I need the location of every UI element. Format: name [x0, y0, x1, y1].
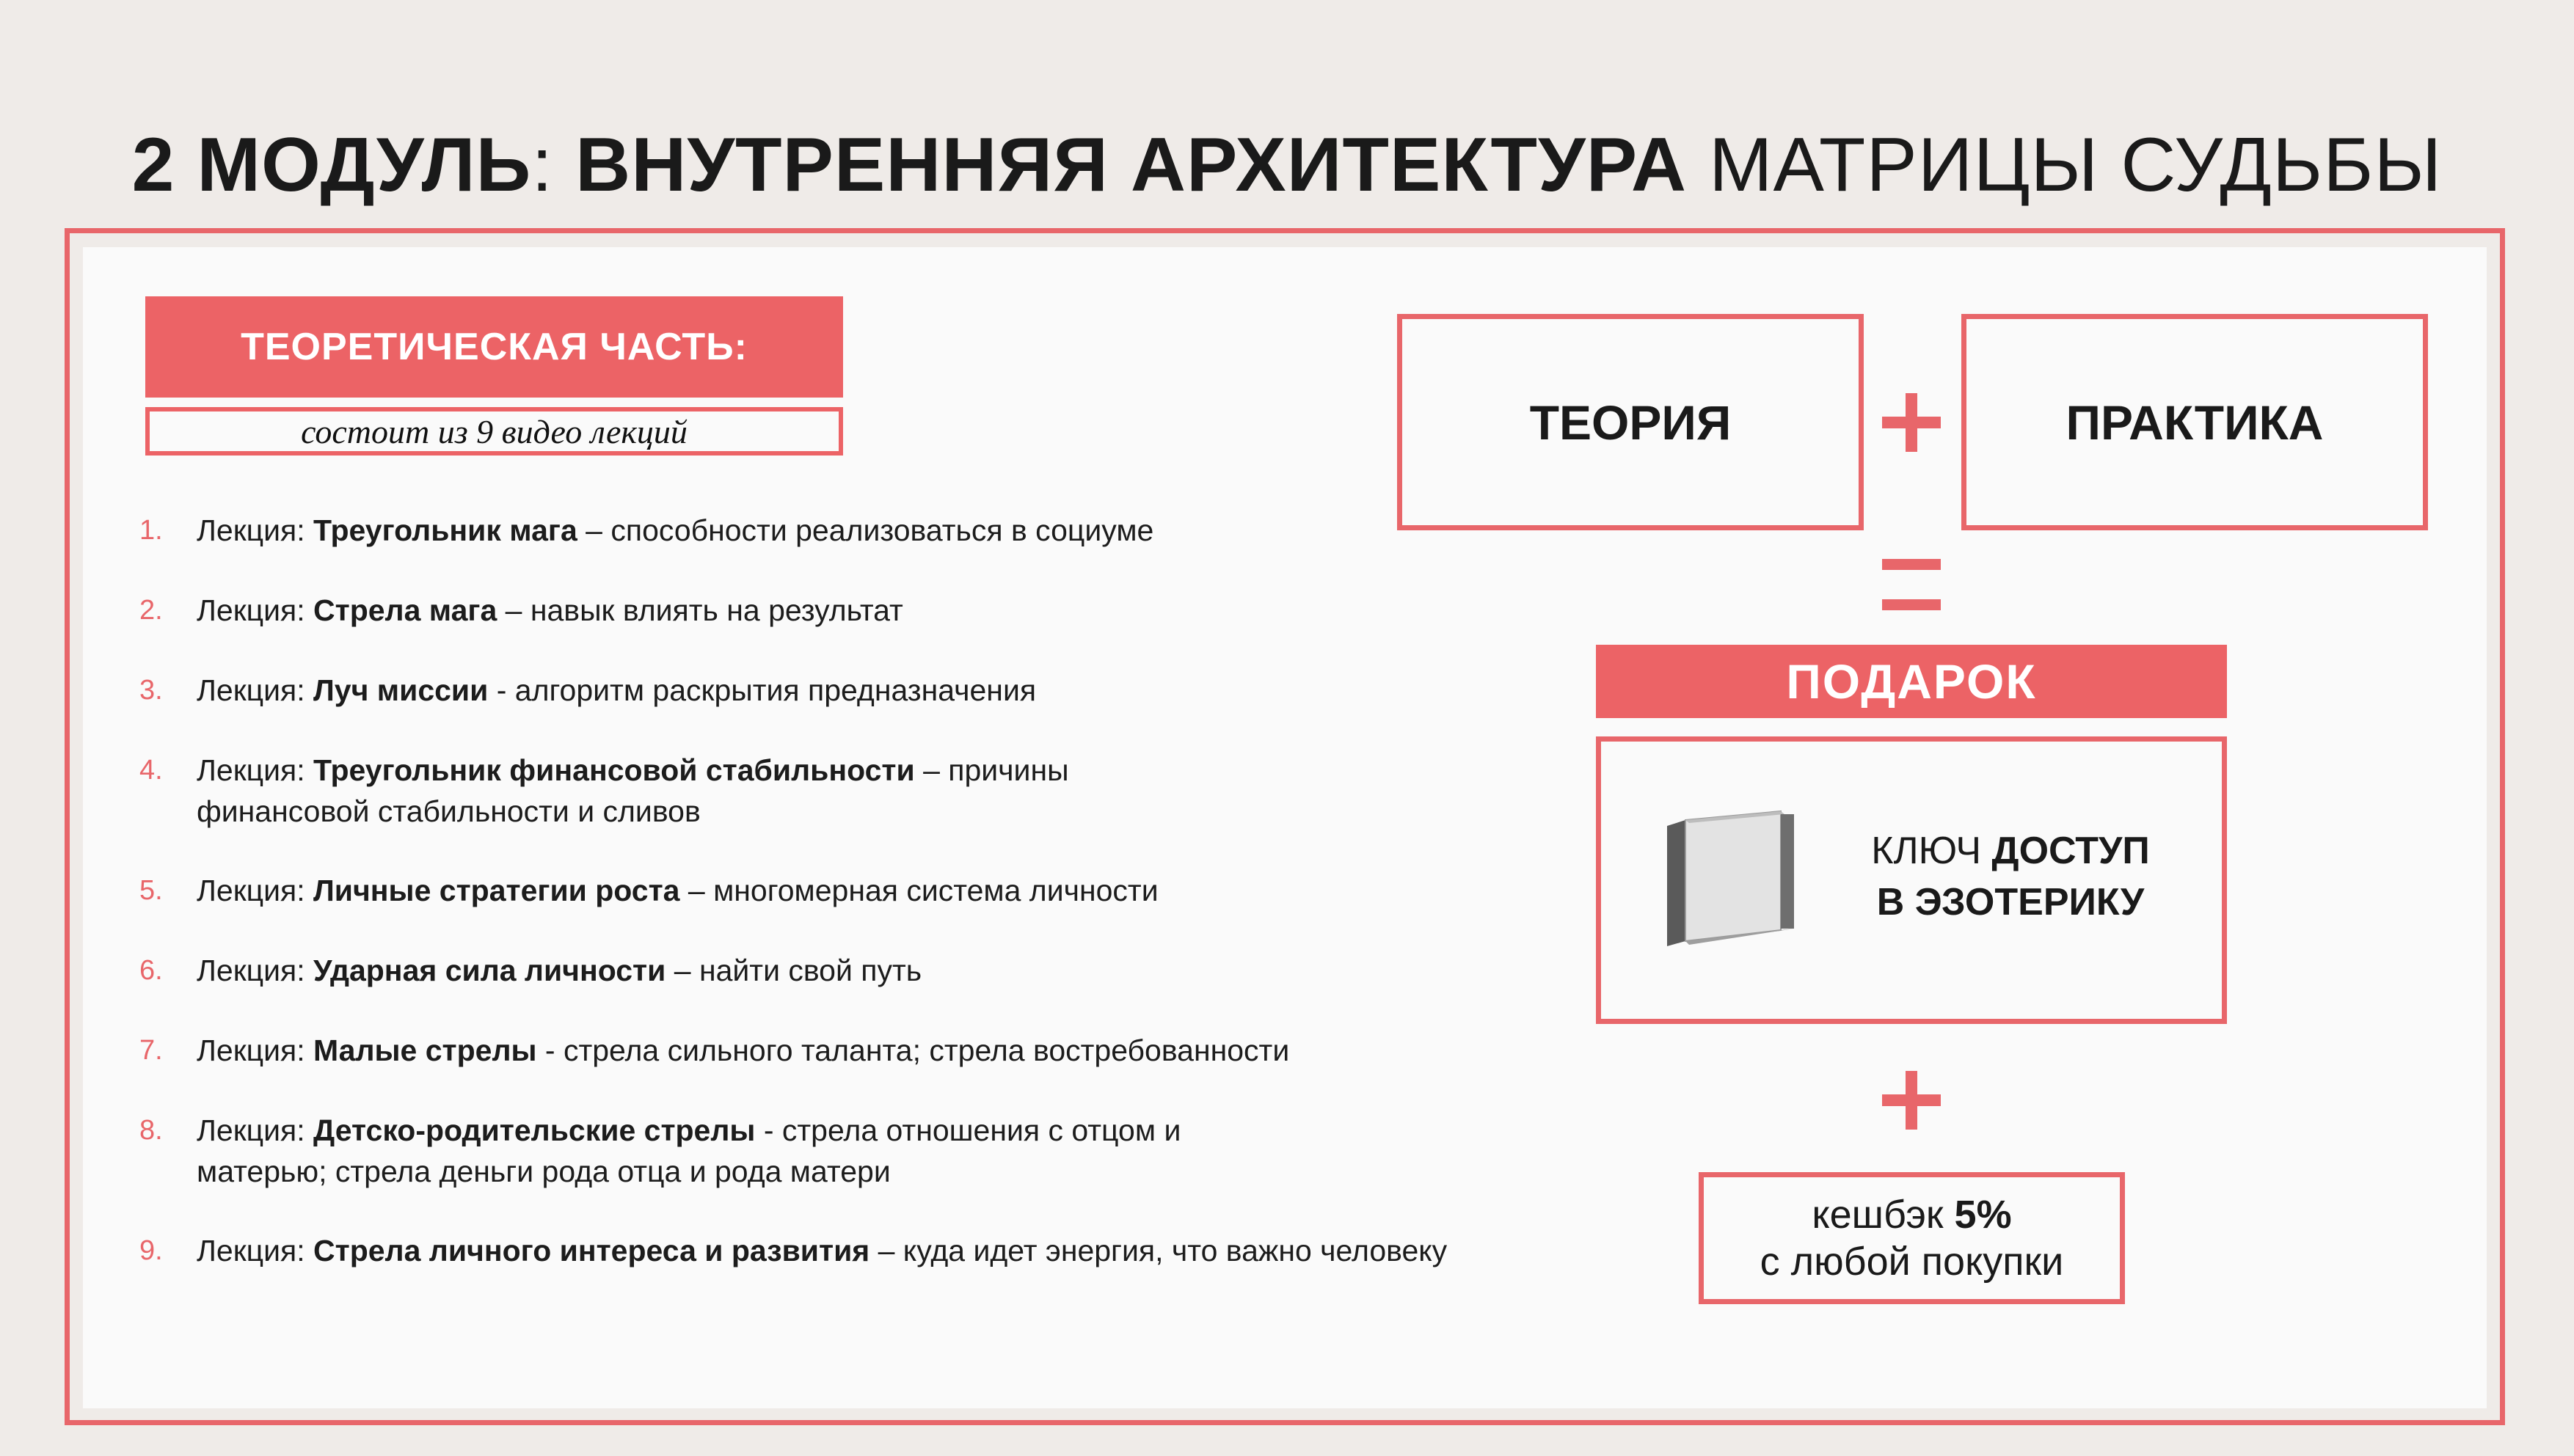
- list-item-text: [197, 1030, 1488, 1071]
- plus-icon: [1882, 393, 1941, 452]
- lecture-prefix: Лекция:: [197, 1034, 314, 1067]
- title-separator: :: [531, 122, 554, 208]
- lecture-name: Треугольник финансовой стабильности: [313, 753, 915, 787]
- cashback-line2: с любой покупки: [1760, 1240, 2064, 1284]
- list-item-number: 8.: [139, 1115, 163, 1146]
- lecture-name: Малые стрелы: [313, 1034, 537, 1067]
- list-item-number: 4.: [139, 755, 163, 786]
- lecture-name: Луч миссии: [313, 673, 489, 707]
- list-item-number: 3.: [139, 675, 163, 706]
- key-bold-1: ДОСТУП: [1991, 830, 2150, 872]
- list-item-text: [197, 1110, 1312, 1192]
- theory-box: ТЕОРИЯ: [1397, 314, 1864, 530]
- lecture-prefix: Лекция:: [197, 1113, 314, 1147]
- lecture-name: Стрела мага: [313, 593, 497, 627]
- lecture-prefix: Лекция:: [197, 954, 314, 987]
- lecture-desc: - алгоритм раскрытия предназначения: [488, 673, 1037, 707]
- lecture-desc: – навык влиять на результат: [497, 593, 903, 627]
- plus-icon: [1882, 1071, 1941, 1130]
- cashback-percent: 5%: [1954, 1193, 2012, 1237]
- book-icon: [1660, 805, 1806, 952]
- list-item-text: [197, 1230, 1459, 1271]
- lecture-desc: – способности реализоваться в социуме: [577, 513, 1154, 547]
- theory-subtitle: состоит из 9 видео лекций: [145, 407, 843, 456]
- lecture-prefix: Лекция:: [197, 593, 314, 627]
- lecture-prefix: Лекция:: [197, 753, 314, 787]
- lecture-name: Личные стратегии роста: [313, 874, 680, 907]
- lecture-desc: – многомерная система личности: [679, 874, 1159, 907]
- list-item-number: 6.: [139, 955, 163, 986]
- list-item-text: [197, 870, 1488, 911]
- cashback-text: [1760, 1191, 2064, 1285]
- lecture-desc: – причины финансовой стабильности и сливов: [197, 753, 1069, 828]
- list-item-number: 2.: [139, 595, 163, 626]
- list-item-number: 1.: [139, 515, 163, 546]
- list-item-number: 5.: [139, 875, 163, 906]
- list-item-text: [197, 950, 1488, 991]
- key-thin: КЛЮЧ: [1871, 830, 1982, 872]
- key-text: [1827, 825, 2194, 928]
- practice-box: ПРАКТИКА: [1961, 314, 2428, 530]
- key-bold-2: В ЭЗОТЕРИКУ: [1876, 881, 2145, 923]
- lecture-prefix: Лекция:: [197, 874, 314, 907]
- lecture-name: Треугольник мага: [313, 513, 577, 547]
- title-bold-part: ВНУТРЕННЯЯ АРХИТЕКТУРА: [575, 122, 1688, 208]
- gift-header: ПОДАРОК: [1596, 645, 2227, 718]
- title-module-number: 2 МОДУЛЬ: [131, 122, 532, 208]
- list-item-text: [197, 510, 1488, 551]
- lecture-name: Ударная сила личности: [313, 954, 666, 987]
- list-item-number: 7.: [139, 1035, 163, 1066]
- lecture-desc: - стрела сильного таланта; стрела востребованности: [536, 1034, 1290, 1067]
- list-item-number: 9.: [139, 1235, 163, 1266]
- title-thin-part: МАТРИЦЫ СУДЬБЫ: [1708, 122, 2443, 208]
- lecture-desc: – найти свой путь: [666, 954, 922, 987]
- lecture-name: Стрела личного интереса и развития: [313, 1234, 870, 1267]
- list-item-text: [197, 670, 1488, 711]
- lecture-prefix: Лекция:: [197, 1234, 314, 1267]
- lecture-desc: – куда идет энергия, что важно человеку: [869, 1234, 1448, 1267]
- cashback-box: [1699, 1172, 2125, 1304]
- list-item-text: [197, 590, 1488, 631]
- lecture-prefix: Лекция:: [197, 673, 314, 707]
- lecture-prefix: Лекция:: [197, 513, 314, 547]
- page-title: [0, 121, 2574, 209]
- lecture-desc: - стрела отношения с отцом и матерью; стрела деньги рода отца и рода матери: [197, 1113, 1181, 1188]
- cashback-thin: кешбэк: [1812, 1193, 1944, 1237]
- equals-icon: [1882, 559, 1941, 610]
- theory-header: ТЕОРЕТИЧЕСКАЯ ЧАСТЬ:: [145, 296, 843, 398]
- lecture-name: Детско-родительские стрелы: [313, 1113, 756, 1147]
- list-item-text: [197, 750, 1187, 832]
